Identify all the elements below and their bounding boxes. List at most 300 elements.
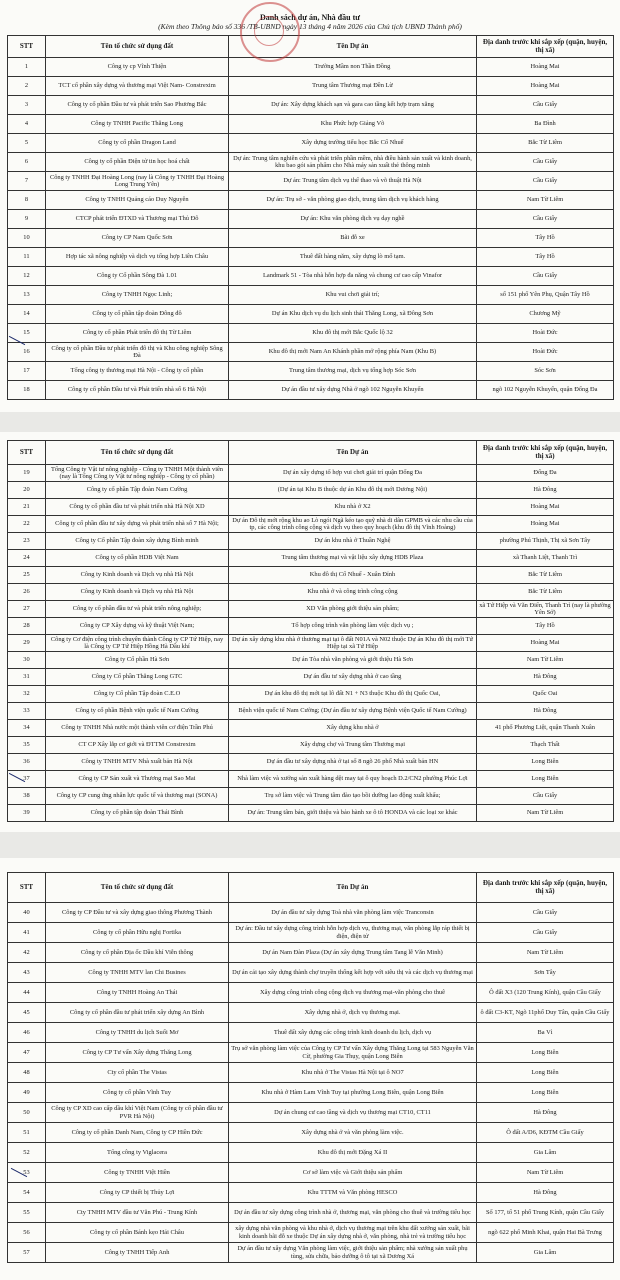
- page-gap: [0, 832, 620, 858]
- cell-org: Tổng công ty Viglacera: [46, 1143, 229, 1163]
- cell-project: Dự án đầu tư xây dựng Văn phòng làm việc, giới thiệu sản phẩm; nhà xưởng sản xuất phụ tùng, sửa chữa, bảo dưỡng ô tô tại xã Dương Xá: [229, 1243, 477, 1263]
- cell-project: Trung tâm thương mại và vật liệu xây dựng HDB Plaza: [229, 550, 477, 567]
- cell-org: TCT cổ phần xây dựng và thương mại Việt Nam- Constrexim: [46, 77, 229, 96]
- table-row: [8, 210, 614, 229]
- document-subtitle: (Kèm theo Thông báo số 336 /TB-UBND ngày 13 tháng 4 năm 2026 của Chủ tịch UBND Thành phố): [158, 22, 462, 31]
- cell-stt: 43: [8, 963, 46, 983]
- cell-location: Hoàng Mai: [477, 516, 614, 533]
- cell-stt: 46: [8, 1023, 46, 1043]
- cell-project: Dự án xây dựng tổ hợp vui chơi giải trí quận Đống Đa: [229, 465, 477, 482]
- cell-location: Bắc Từ Liêm: [477, 584, 614, 601]
- table-row: [8, 686, 614, 703]
- cell-org: Công ty cổ phần tập đoàn Đông đô: [46, 305, 229, 324]
- col-header-org: Tên tổ chức sử dụng đất: [46, 36, 229, 58]
- cell-location: Hoàng Mai: [477, 58, 614, 77]
- cell-stt: 31: [8, 669, 46, 686]
- cell-stt: 3: [8, 96, 46, 115]
- cell-org: Công ty cổ phần đầu tư và phát triển nhà Hà Nội XD: [46, 499, 229, 516]
- cell-project: Tổ hợp công trình văn phòng làm việc dịch vụ ;: [229, 618, 477, 635]
- table-row: [8, 533, 614, 550]
- cell-org: Tổng công ty thương mại Hà Nội - Công ty cổ phần: [46, 362, 229, 381]
- cell-location: Tây Hồ: [477, 248, 614, 267]
- table-row: [8, 618, 614, 635]
- cell-location: Long Biên: [477, 754, 614, 771]
- cell-org: Công ty Kinh doanh và Dịch vụ nhà Hà Nội: [46, 584, 229, 601]
- table-row: [8, 115, 614, 134]
- cell-location: Hà Đông: [477, 703, 614, 720]
- table-row: [8, 96, 614, 115]
- cell-stt: 5: [8, 134, 46, 153]
- cell-org: Cty cổ phần The Vistas: [46, 1063, 229, 1083]
- cell-stt: 51: [8, 1123, 46, 1143]
- cell-stt: 41: [8, 923, 46, 943]
- cell-stt: 56: [8, 1223, 46, 1243]
- table-row: [8, 754, 614, 771]
- cell-project: Xây dựng nhà ở, dịch vụ thương mại.: [229, 1003, 477, 1023]
- cell-org: Công ty TNHH Pacific Thăng Long: [46, 115, 229, 134]
- cell-org: CTCP phát triển ĐTXD và Thương mại Thủ Đô: [46, 210, 229, 229]
- cell-org: Công ty Cổ phần Hà Sơn: [46, 652, 229, 669]
- cell-location: Đống Đa: [477, 465, 614, 482]
- cell-project: Xây dựng công trình công cộng dịch vụ thương mại-văn phòng cho thuê: [229, 983, 477, 1003]
- cell-org: Công ty TNHH Ngọc Linh;: [46, 286, 229, 305]
- project-table-page-1: [7, 35, 614, 400]
- cell-stt: 4: [8, 115, 46, 134]
- cell-org: Tổng Công ty Vật tư nông nghiệp - Công ty TNHH Một thành viên (nay là Tổng Công ty Vật tư nông nghiệp - Công ty cổ phần): [46, 465, 229, 482]
- cell-stt: 49: [8, 1083, 46, 1103]
- cell-location: Nam Từ Liêm: [477, 652, 614, 669]
- cell-project: Xây dựng khu nhà ở: [229, 720, 477, 737]
- cell-location: Nam Từ Liêm: [477, 943, 614, 963]
- table-row: [8, 229, 614, 248]
- cell-location: 41 phố Phương Liệt, quận Thanh Xuân: [477, 720, 614, 737]
- cell-org: Hợp tác xã nông nghiệp và dịch vụ tổng hợp Liên Châu: [46, 248, 229, 267]
- document-header: [0, 0, 620, 35]
- cell-stt: 50: [8, 1103, 46, 1123]
- cell-stt: 1: [8, 58, 46, 77]
- cell-location: Hoài Đức: [477, 324, 614, 343]
- col-header-org: Tên tổ chức sử dụng đất: [46, 441, 229, 465]
- cell-org: CT CP Xây lắp cơ giới và ĐTTM Constrexim: [46, 737, 229, 754]
- cell-org: Công ty cổ phần Bệnh viện quốc tế Nam Cường: [46, 703, 229, 720]
- cell-stt: 45: [8, 1003, 46, 1023]
- cell-project: Dự án: Xây dựng khách sạn và gara cao tầng kết hợp trạm xăng: [229, 96, 477, 115]
- cell-location: Long Biên: [477, 1083, 614, 1103]
- cell-location: Hoài Đức: [477, 343, 614, 362]
- table-row: [8, 771, 614, 788]
- cell-stt: 32: [8, 686, 46, 703]
- cell-location: Ô đất X3 (120 Trung Kính), quận Cầu Giấy: [477, 983, 614, 1003]
- cell-location: Cầu Giấy: [477, 96, 614, 115]
- cell-location: Cầu Giấy: [477, 788, 614, 805]
- cell-org: Công ty TNHH MTV lan Chi Busines: [46, 963, 229, 983]
- cell-location: phường Phú Thịnh, Thị xã Sơn Tây: [477, 533, 614, 550]
- document-page-1: [0, 0, 620, 412]
- cell-stt: 25: [8, 567, 46, 584]
- cell-stt: 54: [8, 1183, 46, 1203]
- cell-project: Khu Phức hợp Giảng Võ: [229, 115, 477, 134]
- cell-stt: 53: [8, 1163, 46, 1183]
- cell-org: Công ty cp Vĩnh Thiện: [46, 58, 229, 77]
- page-gap: [0, 412, 620, 432]
- cell-location: Long Biên: [477, 1043, 614, 1063]
- cell-stt: 8: [8, 191, 46, 210]
- cell-project: Khu đô thị Cổ Nhuế - Xuân Đỉnh: [229, 567, 477, 584]
- cell-location: Chương Mỹ: [477, 305, 614, 324]
- cell-project: Dự án xây dựng khu nhà ở thương mại tại ô đất N01A và N02 thuộc Dự án Khu đô thị mới Tứ Hiệp tại xã Tứ Hiệp: [229, 635, 477, 652]
- cell-project: XD Văn phòng giới thiệu sản phẩm;: [229, 601, 477, 618]
- cell-project: Dự án: Khu văn phòng dịch vụ dạy nghề: [229, 210, 477, 229]
- col-header-org: Tên tổ chức sử dụng đất: [46, 873, 229, 903]
- col-header-stt: STT: [8, 36, 46, 58]
- table-row: [8, 482, 614, 499]
- cell-stt: 29: [8, 635, 46, 652]
- cell-org: Công ty cổ phần Hữu nghị Fortika: [46, 923, 229, 943]
- cell-project: xây dựng nhà văn phòng và khu nhà ở, dịch vụ thương mại trên khu đất xưởng sản xuất, bãi kinh doanh bãi đỗ xe thuộc Dự án xây dựng nhà ở, văn phòng, nhà trẻ và trường tiểu học: [229, 1223, 477, 1243]
- cell-org: Công ty cổ phần đầu tư và phát triển nông nghiệp;: [46, 601, 229, 618]
- cell-org: Công ty cổ phần Danh Nam, Công ty CP Hiền Đức: [46, 1123, 229, 1143]
- cell-stt: 42: [8, 943, 46, 963]
- table-row: [8, 720, 614, 737]
- project-table-page-3: [7, 872, 614, 1263]
- cell-org: Công ty TNHH Hoàng An Thái: [46, 983, 229, 1003]
- table-row: [8, 305, 614, 324]
- cell-stt: 35: [8, 737, 46, 754]
- table-row: [8, 77, 614, 96]
- table-row: [8, 923, 614, 943]
- cell-org: Công ty Cổ phần Sông Đà 1.01: [46, 267, 229, 286]
- document-title: Danh sách dự án, Nhà đầu tư: [259, 13, 361, 22]
- cell-stt: 21: [8, 499, 46, 516]
- table-row: [8, 635, 614, 652]
- table-row: [8, 788, 614, 805]
- cell-location: Gia Lâm: [477, 1143, 614, 1163]
- cell-location: Ô đất A/D6, KĐTM Cầu Giấy: [477, 1123, 614, 1143]
- cell-org: Công ty cổ phần Đầu tư và phát triển Sao Phương Bắc: [46, 96, 229, 115]
- table-row: [8, 1223, 614, 1243]
- cell-project: Trung tâm Thương mại Đền Lừ: [229, 77, 477, 96]
- cell-org: Công ty cổ phần Đầu tư phát triển đô thị và Khu công nghiệp Sông Đà: [46, 343, 229, 362]
- cell-location: Long Biên: [477, 771, 614, 788]
- table-row: [8, 191, 614, 210]
- cell-stt: 14: [8, 305, 46, 324]
- cell-location: Hoàng Mai: [477, 499, 614, 516]
- cell-project: Khu nhà ở X2: [229, 499, 477, 516]
- cell-project: Dự án: Trung tâm bán, giới thiệu và bảo hành xe ô tô HONDA và các loại xe khác: [229, 805, 477, 822]
- col-header-project: Tên Dự án: [229, 36, 477, 58]
- cell-stt: 12: [8, 267, 46, 286]
- cell-location: Cầu Giấy: [477, 267, 614, 286]
- cell-project: Dự án đầu tư xây dựng nhà ở cao tầng: [229, 669, 477, 686]
- cell-location: Nam Từ Liêm: [477, 805, 614, 822]
- cell-location: Tây Hồ: [477, 618, 614, 635]
- cell-org: Công ty cổ phần Đầu tư và Phát triển nhà số 6 Hà Nội: [46, 381, 229, 400]
- table-row: [8, 703, 614, 720]
- cell-project: Dự án khu đô thị mới tại lô đất N1 + N3 thuộc Khu đô thị Quốc Oai,: [229, 686, 477, 703]
- cell-project: Dự án Khu dịch vụ du lịch sinh thái Thăng Long, xã Đông Sơn: [229, 305, 477, 324]
- cell-org: Công ty CP Sản xuất và Thương mại Sao Mai: [46, 771, 229, 788]
- table-row: [8, 58, 614, 77]
- cell-org: Công ty cổ phần Điện tử tin học hoá chất: [46, 153, 229, 172]
- cell-project: Khu TTTM và Văn phòng HESCO: [229, 1183, 477, 1203]
- cell-org: Công ty TNHH Việt Hiền: [46, 1163, 229, 1183]
- cell-project: Landmark 51 - Tòa nhà hỗn hợp đa năng và chung cư cao cấp Vinafor: [229, 267, 477, 286]
- cell-org: Công ty cổ phần Tập đoàn Nam Cường: [46, 482, 229, 499]
- cell-project: Trụ sở làm việc và Trung tâm đào tạo bồi dưỡng lao động xuất khẩu;: [229, 788, 477, 805]
- table-row: [8, 267, 614, 286]
- cell-location: Sóc Sơn: [477, 362, 614, 381]
- cell-stt: 2: [8, 77, 46, 96]
- table-row: [8, 963, 614, 983]
- cell-stt: 52: [8, 1143, 46, 1163]
- cell-project: Dự án khu nhà ở Thuần Nghệ: [229, 533, 477, 550]
- cell-project: Xây dựng nhà ở và văn phòng làm việc.: [229, 1123, 477, 1143]
- cell-location: xã Thanh Liệt, Thanh Trì: [477, 550, 614, 567]
- table-row: [8, 1203, 614, 1223]
- table-row: [8, 1083, 614, 1103]
- cell-org: Công ty Cổ phần Tập đoàn xây dựng Bình minh: [46, 533, 229, 550]
- table-row: [8, 1043, 614, 1063]
- col-header-location: Địa danh trước khi sắp xếp (quận, huyện, thị xã): [477, 36, 614, 58]
- cell-project: Khu nhà ở và công trình công cộng: [229, 584, 477, 601]
- cell-location: ngõ 102 Nguyễn Khuyến, quận Đống Đa: [477, 381, 614, 400]
- cell-stt: 30: [8, 652, 46, 669]
- cell-project: Xây dựng trường tiểu học Bắc Cổ Nhuế: [229, 134, 477, 153]
- cell-stt: 18: [8, 381, 46, 400]
- table-row: [8, 652, 614, 669]
- cell-location: ngõ 622 phố Minh Khai, quận Hai Bà Trưng: [477, 1223, 614, 1243]
- cell-project: Dự án cải tạo xây dựng thành chợ truyền thống kết hợp với siêu thị và các dịch vụ thương mại: [229, 963, 477, 983]
- table-row: [8, 324, 614, 343]
- table-row: [8, 1063, 614, 1083]
- cell-org: Cty TNHH MTV đầu tư Văn Phú - Trung Kính: [46, 1203, 229, 1223]
- cell-org: Công ty CP Tư vấn Xây dựng Thăng Long: [46, 1043, 229, 1063]
- cell-stt: 19: [8, 465, 46, 482]
- table-header-row: [8, 36, 614, 58]
- col-header-stt: STT: [8, 873, 46, 903]
- cell-stt: 37: [8, 771, 46, 788]
- cell-org: Công ty Cổ phần Tập đoàn C.E.O: [46, 686, 229, 703]
- table-row: [8, 465, 614, 482]
- cell-org: Công ty cổ phần Địa ốc Dầu khí Viễn thông: [46, 943, 229, 963]
- table-row: [8, 516, 614, 533]
- table-row: [8, 248, 614, 267]
- cell-location: Cầu Giấy: [477, 903, 614, 923]
- cell-project: Dự án Nam Đàn Plaza (Dự án xây dựng Trung tâm Tang lễ Văn Minh): [229, 943, 477, 963]
- cell-project: Trung tâm thương mại, dịch vụ tổng hợp Sóc Sơn: [229, 362, 477, 381]
- cell-project: Nhà làm việc và xưởng sản xuất hàng dệt may tại ô quy hoạch D.2/CN2 phường Phúc Lợi: [229, 771, 477, 788]
- table-row: [8, 1143, 614, 1163]
- cell-stt: 33: [8, 703, 46, 720]
- cell-stt: 34: [8, 720, 46, 737]
- table-row: [8, 172, 614, 191]
- table-row: [8, 737, 614, 754]
- table-row: [8, 983, 614, 1003]
- cell-org: Công ty cổ phần đầu tư phát triển xây dựng An Bình: [46, 1003, 229, 1023]
- cell-org: Công ty cổ phần đầu tư xây dựng và phát triển nhà số 7 Hà Nội;: [46, 516, 229, 533]
- cell-location: Nam Từ Liêm: [477, 191, 614, 210]
- cell-stt: 39: [8, 805, 46, 822]
- cell-org: Công ty TNHH Tiếp Anh: [46, 1243, 229, 1263]
- table-row: [8, 1003, 614, 1023]
- cell-location: Gia Lâm: [477, 1243, 614, 1263]
- cell-stt: 38: [8, 788, 46, 805]
- cell-project: Khu vui chơi giải trí;: [229, 286, 477, 305]
- cell-project: Khu đô thị mới Bắc Quốc lộ 32: [229, 324, 477, 343]
- table-row: [8, 1023, 614, 1043]
- cell-org: Công ty TNHH Nhà nước một thành viên cơ điện Trần Phú: [46, 720, 229, 737]
- table-row: [8, 343, 614, 362]
- table-row: [8, 1123, 614, 1143]
- cell-org: Công ty TNHH du lịch Suối Mơ: [46, 1023, 229, 1043]
- cell-project: Dự án Tòa nhà văn phòng và giới thiệu Hà Sơn: [229, 652, 477, 669]
- cell-org: Công ty TNHH MTV Nhà xuất bản Hà Nội: [46, 754, 229, 771]
- cell-stt: 48: [8, 1063, 46, 1083]
- cell-org: Công ty cổ phần tập đoàn Thái Bình: [46, 805, 229, 822]
- red-seal-stamp: [240, 2, 300, 62]
- cell-project: Trụ sở văn phòng làm việc của Công ty CP Tư vấn Xây dựng Thăng Long tại 583 Nguyễn Văn Cừ, phường Gia Thụy, quận Long Biên: [229, 1043, 477, 1063]
- cell-location: Hoàng Mai: [477, 635, 614, 652]
- cell-project: Khu nhà ở The Vistas Hà Nội tại ô NO7: [229, 1063, 477, 1083]
- cell-stt: 57: [8, 1243, 46, 1263]
- table-header-row: [8, 873, 614, 903]
- project-table-page-2: [7, 440, 614, 822]
- cell-org: Công ty TNHH Quảng cáo Duy Nguyên: [46, 191, 229, 210]
- cell-org: Công ty CP Xây dựng và kỹ thuật Việt Nam;: [46, 618, 229, 635]
- cell-project: Bãi đỗ xe: [229, 229, 477, 248]
- cell-location: Ba Đình: [477, 115, 614, 134]
- table-row: [8, 943, 614, 963]
- cell-org: Công ty Kinh doanh và Dịch vụ nhà Hà Nội: [46, 567, 229, 584]
- document-page-2: [0, 432, 620, 832]
- cell-project: Khu nhà ở Hàm Lam Vĩnh Tuy tại phường Long Biên, quận Long Biên: [229, 1083, 477, 1103]
- cell-location: ô đất C3-KT, Ngõ 11phố Duy Tân, quận Cầu Giấy: [477, 1003, 614, 1023]
- cell-location: số 151 phố Yên Phụ, Quận Tây Hồ: [477, 286, 614, 305]
- cell-stt: 22: [8, 516, 46, 533]
- cell-location: Thạch Thất: [477, 737, 614, 754]
- cell-org: Công ty cổ phần Dragon Land: [46, 134, 229, 153]
- cell-stt: 23: [8, 533, 46, 550]
- table-row: [8, 134, 614, 153]
- cell-location: Hà Đông: [477, 482, 614, 499]
- cell-org: Công ty CP XD cao cấp dầu khí Việt Nam (Công ty cổ phần đầu tư PVR Hà Nội): [46, 1103, 229, 1123]
- cell-project: Khu đô thị mới Đặng Xá II: [229, 1143, 477, 1163]
- cell-stt: 11: [8, 248, 46, 267]
- cell-stt: 26: [8, 584, 46, 601]
- cell-location: xã Tứ Hiệp và Văn Điển, Thanh Trì (nay là phường Yên Sở): [477, 601, 614, 618]
- cell-org: Công ty CP thiết bị Thủy Lợi: [46, 1183, 229, 1203]
- cell-stt: 28: [8, 618, 46, 635]
- table-row: [8, 286, 614, 305]
- table-row: [8, 669, 614, 686]
- cell-org: Công ty Cơ điện công trình chuyên thành Công ty CP Tứ Hiệp, nay là Công ty CP Tứ Hiệp Hồng Hà Dầu khí: [46, 635, 229, 652]
- cell-project: Dự án đầu tư xây dựng Nhà ở ngõ 102 Nguyễn Khuyến: [229, 381, 477, 400]
- cell-org: Công ty CP Nam Quốc Sơn: [46, 229, 229, 248]
- cell-org: Công ty cổ phần HDB Việt Nam: [46, 550, 229, 567]
- cell-stt: 40: [8, 903, 46, 923]
- table-row: [8, 381, 614, 400]
- table-row: [8, 903, 614, 923]
- cell-project: Cơ sở làm việc và Giới thiệu sản phẩm: [229, 1163, 477, 1183]
- cell-stt: 44: [8, 983, 46, 1003]
- cell-stt: 47: [8, 1043, 46, 1063]
- cell-stt: 55: [8, 1203, 46, 1223]
- table-row: [8, 362, 614, 381]
- cell-stt: 27: [8, 601, 46, 618]
- cell-location: Hoàng Mai: [477, 77, 614, 96]
- table-row: [8, 550, 614, 567]
- cell-project: Thuê đất xây dựng các công trình kinh doanh du lịch, dịch vụ: [229, 1023, 477, 1043]
- cell-location: Sơn Tây: [477, 963, 614, 983]
- col-header-location: Địa danh trước khi sắp xếp (quận, huyện, thị xã): [477, 873, 614, 903]
- cell-location: Hà Đông: [477, 1103, 614, 1123]
- cell-org: Công ty TNHH Đại Hoàng Long (nay là Công ty TNHH Đại Hoàng Long Trung Yên): [46, 172, 229, 191]
- cell-project: Dự án: Trụ sở - văn phòng giao dịch, trung tâm dịch vụ khách hàng: [229, 191, 477, 210]
- cell-stt: 24: [8, 550, 46, 567]
- table-row: [8, 584, 614, 601]
- col-header-project: Tên Dự án: [229, 873, 477, 903]
- cell-location: Cầu Giấy: [477, 172, 614, 191]
- cell-stt: 36: [8, 754, 46, 771]
- cell-location: Cầu Giấy: [477, 153, 614, 172]
- cell-org: Công ty cổ phần Vĩnh Tuy: [46, 1083, 229, 1103]
- cell-stt: 20: [8, 482, 46, 499]
- table-row: [8, 499, 614, 516]
- cell-org: Công ty CP Đầu tư và xây dựng giao thông Phương Thành: [46, 903, 229, 923]
- cell-org: Công ty CP cung ứng nhân lực quốc tế và thương mại (SONA): [46, 788, 229, 805]
- cell-stt: 7: [8, 172, 46, 191]
- cell-location: Ba Vì: [477, 1023, 614, 1043]
- cell-project: Xây dựng chợ và Trung tâm Thương mại: [229, 737, 477, 754]
- cell-location: Hà Đông: [477, 669, 614, 686]
- table-row: [8, 805, 614, 822]
- cell-project: Khu đô thị mới Nam An Khánh phần mở rộng phía Nam (Khu B): [229, 343, 477, 362]
- cell-stt: 6: [8, 153, 46, 172]
- table-row: [8, 567, 614, 584]
- cell-project: Trường Mầm non Thần Đồng: [229, 58, 477, 77]
- cell-location: Quốc Oai: [477, 686, 614, 703]
- cell-location: Long Biên: [477, 1063, 614, 1083]
- cell-project: Bệnh viện quốc tế Nam Cường; (Dự án đầu tư xây dựng Bệnh viện Quốc tế Nam Cường): [229, 703, 477, 720]
- cell-project: Dự án đầu tư xây dựng công trình nhà ở, thương mại, văn phòng cho thuê và trường tiểu học: [229, 1203, 477, 1223]
- cell-project: Dự án: Trung tâm dịch vụ thể thao và võ thuật Hà Nội: [229, 172, 477, 191]
- cell-location: Bắc Từ Liêm: [477, 134, 614, 153]
- cell-location: Cầu Giấy: [477, 210, 614, 229]
- table-row: [8, 1183, 614, 1203]
- col-header-project: Tên Dự án: [229, 441, 477, 465]
- cell-location: Hà Đông: [477, 1183, 614, 1203]
- table-row: [8, 1163, 614, 1183]
- cell-org: Công ty Cổ phần Thăng Long GTC: [46, 669, 229, 686]
- cell-location: Bắc Từ Liêm: [477, 567, 614, 584]
- table-row: [8, 601, 614, 618]
- cell-org: Công ty cổ phần Bánh kẹo Hải Châu: [46, 1223, 229, 1243]
- cell-stt: 17: [8, 362, 46, 381]
- cell-project: Dự án: Đầu tư xây dựng công trình hỗn hợp dịch vụ, thương mại, văn phòng lắp ráp thiết bị điện, điện tử: [229, 923, 477, 943]
- table-row: [8, 1243, 614, 1263]
- cell-project: Dự án Đô thị mới rộng khu ao Lò ngói Ngã kéo tạo quỹ nhà di dân GPMB và các nhu cầu của tp, các công trình công cộng và dịch vụ theo quy hoạch (khu đô thị Vĩnh Hoàng): [229, 516, 477, 533]
- table-row: [8, 153, 614, 172]
- cell-stt: 13: [8, 286, 46, 305]
- cell-location: Số 177, tổ 51 phố Trung Kính, quận Cầu Giấy: [477, 1203, 614, 1223]
- cell-project: Dự án đầu tư xây dựng Toà nhà văn phòng làm việc Tranconsin: [229, 903, 477, 923]
- cell-project: Thuê đất hàng năm, xây dựng lò mổ tạm.: [229, 248, 477, 267]
- cell-stt: 10: [8, 229, 46, 248]
- cell-project: Dự án: Trung tâm nghiên cứu và phát triển phần mềm, nhà điều hành sản xuất và kinh doanh, khu bao gói sản phẩm cho Nhà máy sản xuất thẻ thông minh: [229, 153, 477, 172]
- cell-location: Nam Từ Liêm: [477, 1163, 614, 1183]
- table-row: [8, 1103, 614, 1123]
- cell-project: Dự án chung cư cao tầng và dịch vụ thương mại CT10, CT11: [229, 1103, 477, 1123]
